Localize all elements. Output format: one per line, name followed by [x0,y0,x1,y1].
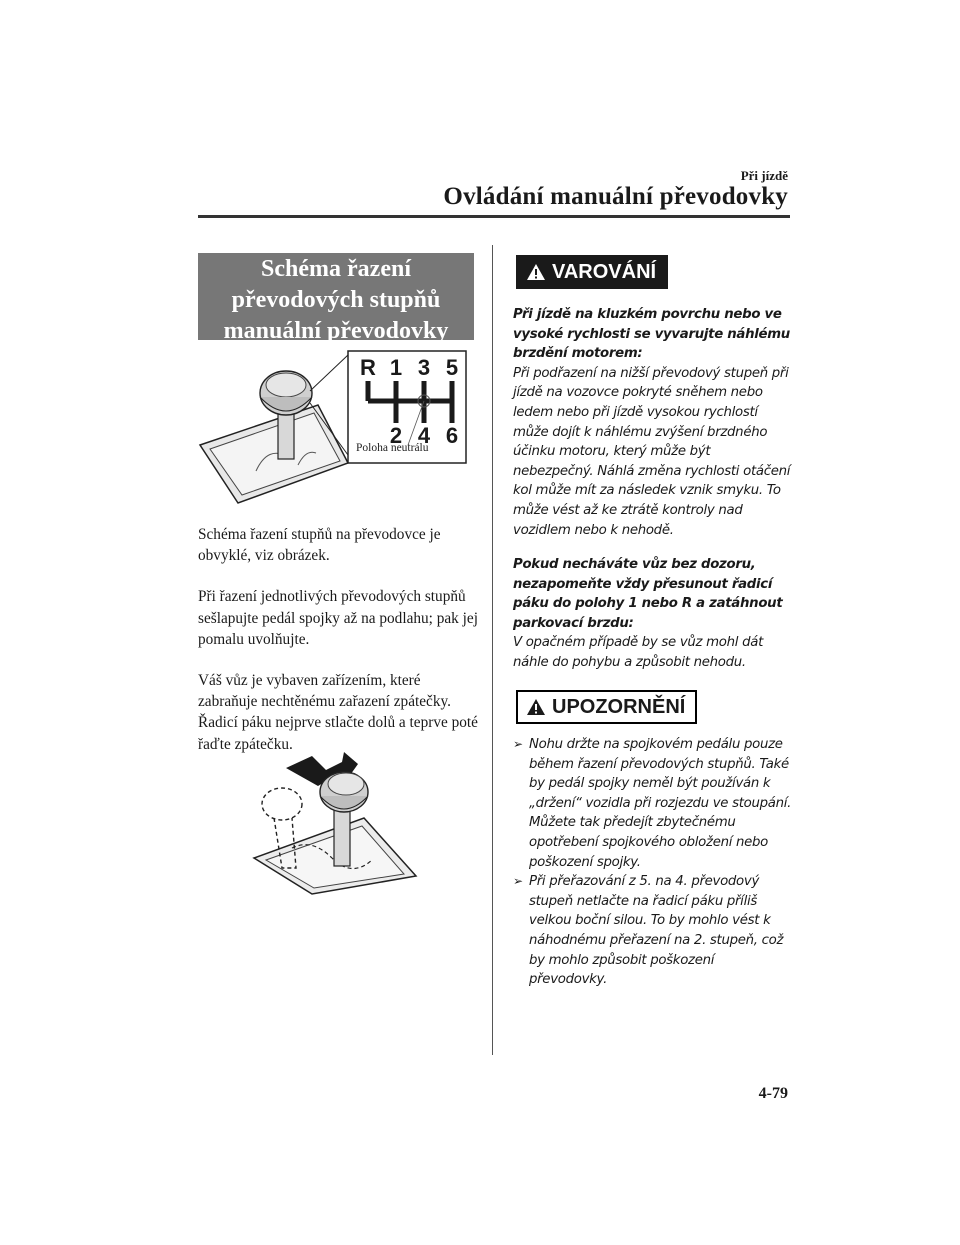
neutral-position-label: Poloha neutrálu [356,442,429,454]
warning-text-2 [513,555,793,673]
arrow-bullet-icon: ➢ [513,874,523,889]
shift-pattern-illustration [198,345,474,510]
warning-badge [516,255,668,289]
page-number: 4-79 [758,1085,788,1102]
caution-label: UPOZORNĚNÍ [552,695,686,718]
list-item [513,735,793,872]
warning-body: Při podřazení na nižší převodový stupeň při jízdě na vozovce pokryté sněhem nebo ledem nebo při jízdě vysokou rychlostí může dojít k náhlému zvýšení brzdného účinku motoru, který může být nebezpečný. Náhlá změna rychlosti otáčení kol může mít za následek vznik smyku. To může vést až ke ztrátě kontroly nad vozidlem nebo k nehodě. [513,365,791,538]
left-body-text [198,524,478,775]
warning-text-1 [513,305,793,540]
running-header-title: Ovládání manuální převodovky [443,183,788,210]
gate-label-bottom: 2 [389,423,403,448]
section-title-line-3: manuální převodovky [223,318,449,344]
section-title-line-2: převodových stupňů [231,287,441,313]
gate-label-top: 5 [445,355,459,380]
gate-label-top: 3 [417,355,431,380]
caution-text: Při přeřazování z 5. na 4. převodový stupeň netlačte na řadicí páku příliš velkou boční silou. To by mohlo vést k náhodnému přeřazení na 2. stupeň, což by mohlo způsobit poškození převodovky. [529,874,784,988]
gate-label-top: 1 [389,355,403,380]
caution-badge [516,690,697,724]
warning-icon [526,698,546,716]
paragraph: Váš vůz je vybaven zařízením, které zabraňuje nechtěnému zařazení zpátečky. Řadicí páku nejprve stlačte dolů a teprve poté řaďte zpátečku. [198,672,478,753]
arrow-bullet-icon: ➢ [513,737,523,751]
warning-heading: Při jízdě na kluzkém povrchu nebo ve vysoké rychlosti se vyvarujte náhlému brzdění motorem: [513,307,790,362]
caution-text: Nohu držte na spojkovém pedálu pouze během řazení převodových stupňů. Také by pedál spojky neměl být používán k „držení“ vozidla při rozjezdu ve stoupání. Můžete tak předejít zbytečnému opotřebení spojkového obložení nebo poškození spojky. [529,737,792,870]
warning-heading: Pokud necháváte vůz bez dozoru, nezapomeňte vždy přesunout řadicí páku do polohy 1 nebo R a zatáhnout parkovací brzdu: [513,557,783,631]
section-title-box [198,253,474,344]
reverse-shift-illustration [252,748,418,896]
paragraph: Při řazení jednotlivých převodových stupňů sešlapujte pedál spojky až na podlahu; pak jej pomalu uvolňujte. [198,588,478,648]
gate-label-bottom: 6 [445,423,459,448]
list-item [513,872,793,990]
warning-body: V opačném případě by se vůz mohl dát náhle do pohybu a způsobit nehodu. [513,635,763,670]
warning-label: VAROVÁNÍ [552,260,657,283]
header-rule [198,215,790,218]
section-title-line-1: Schéma řazení [261,256,411,282]
column-divider [492,245,493,1055]
caution-bullets [513,735,793,990]
warning-icon [526,263,546,281]
running-header-section: Při jízdě [740,168,788,183]
paragraph: Schéma řazení stupňů na převodovce je obvyklé, viz obrázek. [198,526,441,565]
gate-label-bottom: 4 [417,423,431,448]
gate-label-top: R [360,355,376,380]
